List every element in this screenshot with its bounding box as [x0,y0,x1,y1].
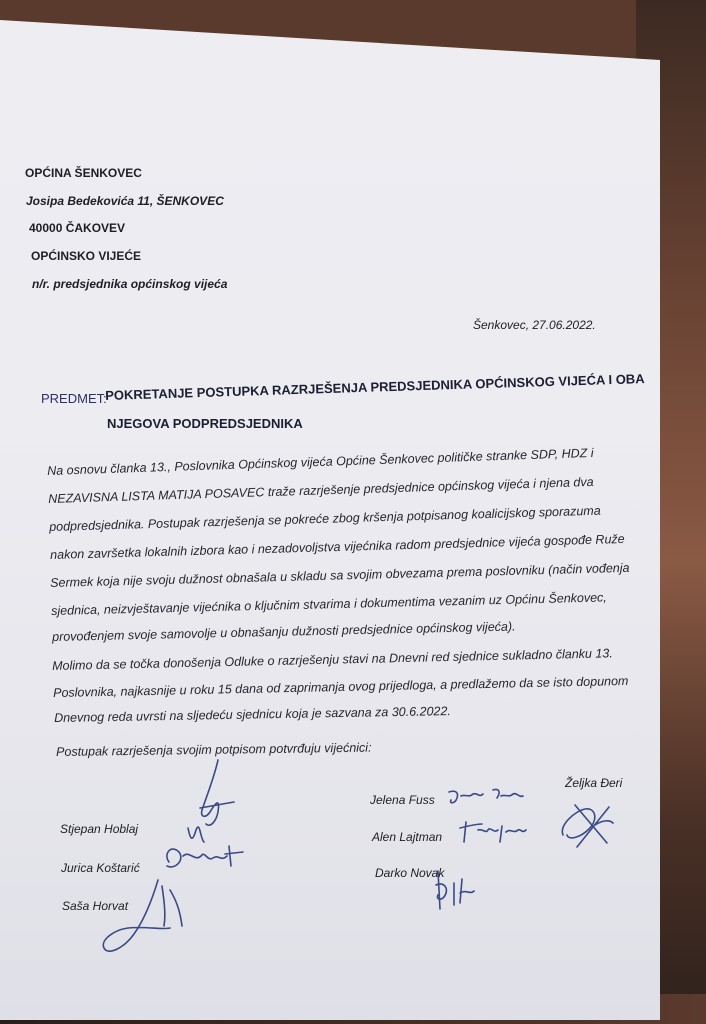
body-line-8: Molimo da se točka donošenja Odluke o razrješenju stavi na Dnevni red sjednice sukladno članku 13. [52,646,613,673]
signatory-name: Alen Lajtman [372,830,443,844]
body-line-5: Sermek koja nije svoju dužnost obnašala u skladu sa svojim obvezama prema poslovniku (način vođenja [50,560,630,590]
body-line-9: Poslovnika, najkasnije u roku 15 dana od zaprimanja ovog prijedloga, a predlažemo da se isto dopunom [53,673,629,700]
body-line-2: NEZAVISNA LISTA MATIJA POSAVEC traže razrješenje predsjednice općinskog vijeća i njena dva [48,474,594,506]
signature-lajtman [456,818,536,848]
signature-horvat [100,870,220,965]
signature-novak [430,865,500,915]
subject-line-2: NJEGOVA PODPREDSJEDNIKA [107,416,303,431]
body-line-7: provođenjem svoje samovolje u obnašanju dužnosti predsjednice općinskog vijeća). [52,619,516,644]
body-line-4: nakon završetka lokalnih izbora kao i nezadovoljstva vijećnika radom predsjednice vijeća gospođe Ruže [50,531,625,562]
body-line-10: Dnevnog reda uvrsti na sljedeću sjednicu koja je sazvana za 30.6.2022. [54,704,451,725]
body-line-1: Na osnovu članka 13., Poslovnika Općinskog vijeća Općine Šenkovec političke stranke SDP, HDZ i [47,445,594,478]
signatory-name: Jurica Koštarić [61,861,140,875]
recipient-line-1: OPĆINA ŠENKOVEC [25,166,142,180]
signatory-name: Darko Novak [375,866,445,880]
signatory-name: Stjepan Hoblaj [60,822,139,836]
body-line-3: podpredsjednika. Postupak razrješenja se pokreće zbog kršenja potpisanog koalicijskog sporazuma [49,503,601,534]
signature-fuss [445,784,535,810]
signatory-name: Saša Horvat [62,899,129,913]
recipient-line-2: Josipa Bedekovića 11, ŠENKOVEC [26,194,224,208]
body-line-6: sjednica, neizvještavanje vijećnika o ključnim stvarima i dokumentima vezanim uz Općinu Šenkovec, [51,590,607,618]
signatory-name: Željka Đeri [565,776,623,790]
subject-label: PREDMET: [41,391,107,406]
signature-deri [555,795,625,855]
recipient-line-3: 40000 ČAKOVEV [29,221,126,235]
place-date: Šenkovec, 27.06.2022. [473,318,596,332]
recipient-line-5: n/r. predsjednika općinskog vijeća [32,277,228,291]
subject-line-1: POKRETANJE POSTUPKA RAZRJEŠENJA PREDSJEDNIKA OPĆINSKOG VIJEĆA I OBA [105,371,645,403]
recipient-line-4: OPĆINSKO VIJEĆE [31,249,142,263]
body-line-11: Postupak razrješenja svojim potpisom potvrđuju vijećnici: [56,740,372,759]
signatory-name: Jelena Fuss [370,793,435,807]
